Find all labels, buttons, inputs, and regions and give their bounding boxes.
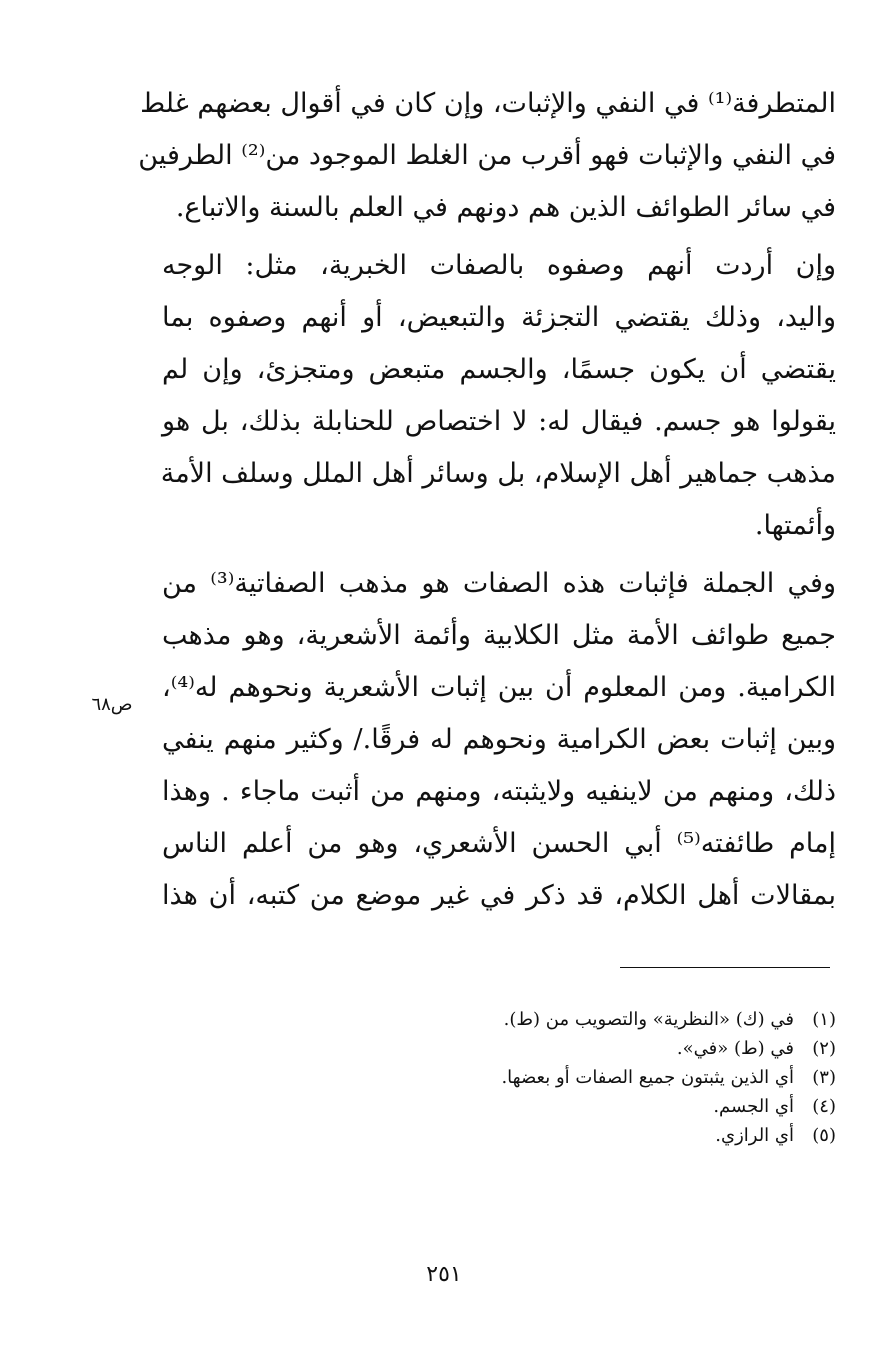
footnote-number: (٢)	[812, 1038, 836, 1059]
footnotes	[300, 1005, 836, 1150]
footnote-separator	[620, 967, 830, 968]
text-line: وبين إثبات بعض الكرامية ونحوهم له فرقًا./ وكثير منهم ينفي	[162, 724, 836, 755]
text-line: واليد، وذلك يقتضي التجزئة والتبعيض، أو أنهم وصفوه بما	[162, 302, 836, 333]
footnote-number: (١)	[812, 1009, 836, 1030]
footnote	[300, 1034, 836, 1063]
footnote-text: أي الجسم.	[713, 1096, 794, 1117]
text-line: مذهب جماهير أهل الإسلام، بل وسائر أهل الملل وسلف الأمة	[160, 458, 836, 489]
text-line: جميع طوائف الأمة مثل الكلابية وأئمة الأشعرية، وهو مذهب	[162, 620, 836, 651]
text-line: وفي الجملة فإثبات هذه الصفات هو مذهب الصفاتية⁽³⁾ من	[162, 568, 836, 599]
footnote	[300, 1092, 836, 1121]
text-line: بمقالات أهل الكلام، قد ذكر في غير موضع من كتبه، أن هذا	[162, 880, 836, 911]
text-line: في النفي والإثبات فهو أقرب من الغلط الموجود من⁽²⁾ الطرفين	[138, 140, 836, 171]
footnote-text: في (ط) «في».	[676, 1038, 794, 1059]
text-line: ذلك، ومنهم من لاينفيه ولايثبته، ومنهم من أثبت ماجاء . وهذا	[162, 776, 836, 807]
page-number: ٢٥١	[426, 1262, 462, 1287]
footnote	[300, 1121, 836, 1150]
text-line: الكرامية. ومن المعلوم أن بين إثبات الأشعرية ونحوهم له⁽⁴⁾،	[162, 672, 836, 703]
footnote	[300, 1063, 836, 1092]
footnote-number: (٥)	[812, 1125, 836, 1146]
text-line: يقتضي أن يكون جسمًا، والجسم متبعض ومتجزئ، وإن لم	[162, 354, 836, 385]
footnote-text: أي الذين يثبتون جميع الصفات أو بعضها.	[501, 1067, 794, 1088]
footnote-text: أي الرازي.	[715, 1125, 794, 1146]
text-line: وإن أردت أنهم وصفوه بالصفات الخبرية، مثل: الوجه	[162, 250, 836, 281]
footnote-number: (٣)	[812, 1067, 836, 1088]
text-line: في سائر الطوائف الذين هم دونهم في العلم بالسنة والاتباع.	[175, 192, 836, 223]
text-line: المتطرفة⁽¹⁾ في النفي والإثبات، وإن كان في أقوال بعضهم غلط	[140, 88, 836, 119]
main-text	[138, 78, 836, 922]
footnote	[300, 1005, 836, 1034]
text-line: وأئمتها.	[754, 510, 836, 541]
text-line: يقولوا هو جسم. فيقال له: لا اختصاص للحنابلة بذلك، بل هو	[162, 406, 836, 437]
text-line: إمام طائفته⁽⁵⁾ أبي الحسن الأشعري، وهو من أعلم الناس	[162, 828, 836, 859]
footnote-text: في (ك) «النظرية» والتصويب من (ط).	[503, 1009, 794, 1030]
margin-page-reference: ص٦٨	[91, 694, 133, 715]
footnote-number: (٤)	[812, 1096, 836, 1117]
